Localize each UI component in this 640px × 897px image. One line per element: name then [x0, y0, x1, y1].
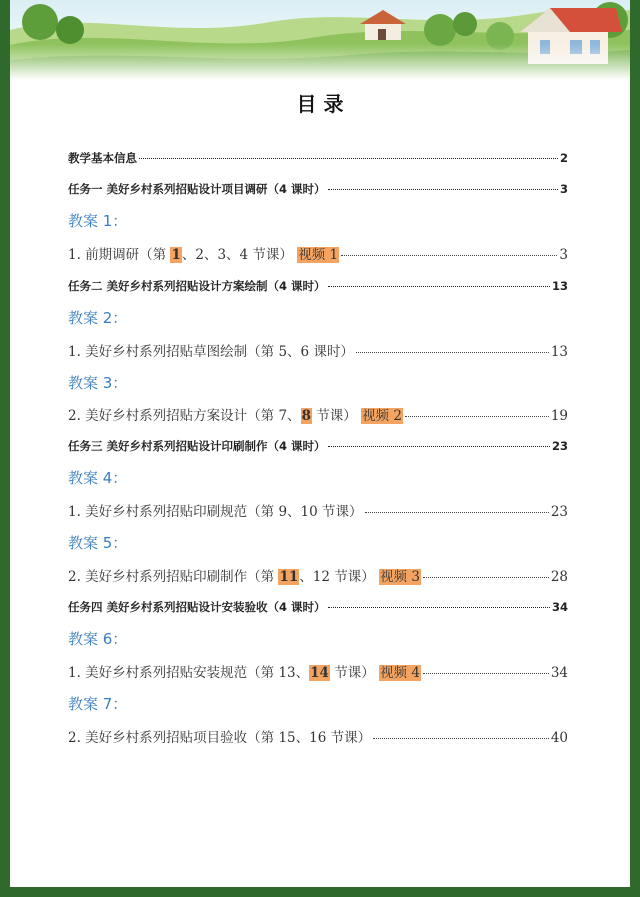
- page-number: 19: [550, 408, 568, 424]
- page-number: 23: [551, 439, 568, 453]
- toc-entry-text: 2. 美好乡村系列招贴印刷制作（第 11、12 节课） 视频 3: [68, 569, 420, 585]
- page-number: 13: [551, 279, 568, 293]
- toc-entry-1-1[interactable]: [68, 243, 568, 263]
- page-number: 40: [550, 730, 568, 746]
- page-number: 3: [559, 182, 568, 196]
- toc-entry-4-2[interactable]: [68, 726, 568, 746]
- toc-entry-text: 2. 美好乡村系列招贴项目验收（第 15、16 节课）: [68, 730, 372, 746]
- page-number: 34: [551, 600, 568, 614]
- video-link[interactable]: 视频 4: [380, 665, 420, 681]
- dot-leader: [405, 416, 549, 417]
- page-title: 目 录: [296, 92, 344, 116]
- page-number: 34: [550, 665, 568, 681]
- village-banner-illustration: [10, 0, 630, 80]
- toc-entry-3-1[interactable]: [68, 500, 568, 520]
- dot-leader: [139, 158, 558, 159]
- toc-entry-3-2[interactable]: [68, 565, 568, 585]
- dot-leader: [328, 446, 550, 447]
- toc-entry-text: 1. 美好乡村系列招贴安装规范（第 13、14 节课） 视频 4: [68, 665, 420, 681]
- toc-entry-text: 1. 前期调研（第 1、2、3、4 节课） 视频 1: [68, 247, 339, 263]
- toc-entry-task-2[interactable]: [68, 278, 568, 294]
- highlighted-number: 14: [310, 665, 329, 681]
- page-number: 13: [550, 344, 568, 360]
- toc-entry-basic-info[interactable]: [68, 150, 568, 166]
- lesson-plan-label-2: 教案 2：: [68, 309, 128, 327]
- video-link[interactable]: 视频 1: [298, 247, 339, 263]
- lesson-plan-label-3: 教案 3：: [68, 374, 128, 392]
- dot-leader: [365, 512, 549, 513]
- lesson-plan-label-7: 教案 7：: [68, 695, 128, 713]
- document-page: [10, 0, 630, 887]
- video-link[interactable]: 视频 3: [380, 569, 420, 585]
- highlighted-number: 8: [301, 408, 311, 424]
- page-number: 2: [559, 151, 568, 165]
- lesson-plan-label-4: 教案 4：: [68, 469, 128, 487]
- toc-entry-text: 2. 美好乡村系列招贴方案设计（第 7、8 节课） 视频 2: [68, 408, 402, 424]
- dot-leader: [356, 352, 549, 353]
- dot-leader: [423, 673, 549, 674]
- toc-entry-2-1[interactable]: [68, 340, 568, 360]
- dot-leader: [423, 577, 549, 578]
- toc-entry-text: 任务四 美好乡村系列招贴设计安装验收（4 课时）: [68, 600, 326, 614]
- video-link[interactable]: 视频 2: [362, 408, 402, 424]
- toc-entry-task-1[interactable]: [68, 181, 568, 197]
- dot-leader: [328, 607, 550, 608]
- dot-leader: [328, 286, 550, 287]
- highlighted-number: 11: [279, 569, 299, 585]
- toc-entry-4-1[interactable]: [68, 661, 568, 681]
- dot-leader: [373, 738, 549, 739]
- dot-leader: [328, 189, 558, 190]
- toc-entry-2-2[interactable]: [68, 404, 568, 424]
- toc-entry-text: 1. 美好乡村系列招贴印刷规范（第 9、10 节课）: [68, 504, 363, 520]
- toc-entry-text: 教学基本信息: [68, 151, 137, 165]
- lesson-plan-label-5: 教案 5：: [68, 534, 128, 552]
- toc-entry-text: 任务二 美好乡村系列招贴设计方案绘制（4 课时）: [68, 279, 326, 293]
- lesson-plan-label-6: 教案 6：: [68, 630, 128, 648]
- page-number: 3: [559, 247, 568, 263]
- toc-entry-task-3[interactable]: [68, 438, 568, 454]
- toc-entry-task-4[interactable]: [68, 599, 568, 615]
- toc-entry-text: 1. 美好乡村系列招贴草图绘制（第 5、6 课时）: [68, 344, 354, 360]
- toc-entry-text: 任务一 美好乡村系列招贴设计项目调研（4 课时）: [68, 182, 326, 196]
- highlighted-number: 1: [171, 247, 181, 263]
- lesson-plan-label-1: 教案 1：: [68, 212, 128, 230]
- page-number: 28: [550, 569, 568, 585]
- page-number: 23: [550, 504, 568, 520]
- toc-entry-text: 任务三 美好乡村系列招贴设计印刷制作（4 课时）: [68, 439, 326, 453]
- dot-leader: [341, 255, 557, 256]
